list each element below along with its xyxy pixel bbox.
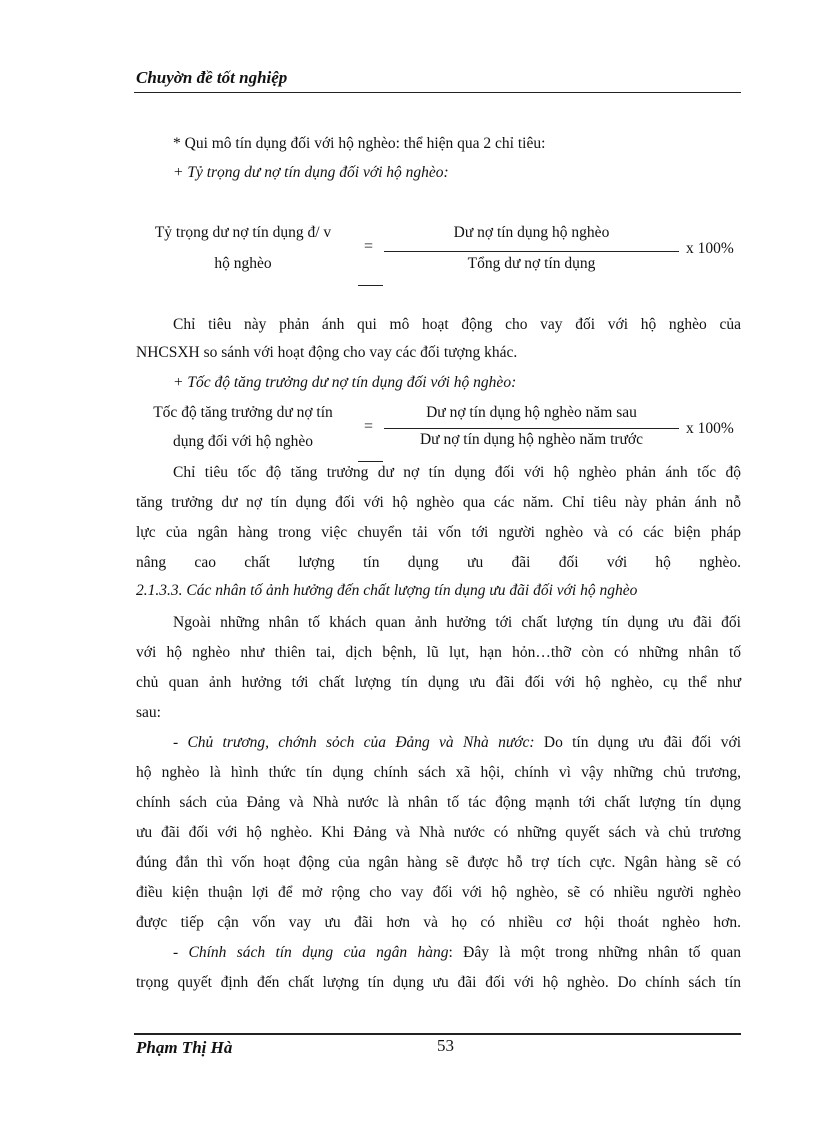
scale-intro: * Qui mô tín dụng đối với hộ nghèo: thể hiện qua 2 chỉ tiêu: <box>173 135 546 152</box>
page-number: 53 <box>437 1036 454 1055</box>
formula2-fraction-bar <box>384 428 679 429</box>
para3-line: với hộ nghèo như thiên tai, dịch bệnh, lũ lụt, hạn hỏn…thỡ còn có những nhân tố <box>136 644 741 661</box>
para5-first-line <box>136 944 741 962</box>
para2-line: Chỉ tiêu tốc độ tăng trưởng dư nợ tín dụng đối với hộ nghèo phản ánh tốc độ <box>173 464 741 481</box>
formula2-denominator: Dư nợ tín dụng hộ nghèo năm trước <box>419 431 644 448</box>
para1-line1: Chỉ tiêu này phản ánh qui mô hoạt động cho vay đối với hộ nghèo của <box>173 316 741 333</box>
footer-rule <box>134 1033 741 1035</box>
para4-line: đúng đắn thì vốn hoạt động của ngân hàng sẽ được hỗ trợ tích cực. Ngân hàng sẽ có <box>136 854 741 871</box>
para3-line: sau: <box>136 704 161 721</box>
formula1-label-line1: Tỷ trọng dư nợ tín dụng đ/ v <box>154 224 332 241</box>
formula2-label-line1: Tốc độ tăng trưởng dư nợ tín <box>153 404 333 421</box>
heading-growth: + Tốc độ tăng trưởng dư nợ tín dụng đối với hộ nghèo: <box>173 374 517 391</box>
para2-line: nâng cao chất lượng tín dụng ưu đãi đối với hộ nghèo. <box>136 554 741 571</box>
formula2-stub-line <box>358 461 383 462</box>
para4-line: hộ nghèo là hình thức tín dụng chính sách xã hội, chính vì vậy những chủ trương, <box>136 764 741 781</box>
para4-line: điều kiện thuận lợi để mở rộng cho vay đối với hộ nghèo, sẽ có nhiều người nghèo <box>136 884 741 901</box>
formula2-multiplier: x 100% <box>686 420 734 437</box>
formula1-label-line2: hộ nghèo <box>214 255 272 272</box>
formula1-stub-line <box>358 285 383 286</box>
para5-first-rest: : Đây là một trong những nhân tố quan <box>448 944 741 961</box>
formula1-denominator: Tổng dư nợ tín dụng <box>467 255 596 272</box>
formula1-equals: = <box>364 238 374 255</box>
header-rule <box>134 92 741 93</box>
formula1-numerator: Dư nợ tín dụng hộ nghèo <box>453 224 610 241</box>
para1-line2: NHCSXH so sánh với hoạt động cho vay các đối tượng khác. <box>136 344 518 361</box>
para4-label: - Chủ trương, chớnh sỏch của Đảng và Nhà nước: <box>173 734 535 751</box>
formula2-label-line2: dụng đối với hộ nghèo <box>173 433 313 450</box>
formula1-multiplier: x 100% <box>686 240 734 257</box>
running-header-title: Chuyờn đề tốt nghiệp <box>136 68 288 87</box>
formula2-equals: = <box>364 418 374 435</box>
para4-line: được tiếp cận vốn vay ưu đãi hơn và họ có nhiều cơ hội thoát nghèo hơn. <box>136 914 741 931</box>
para4-first-line <box>136 734 741 752</box>
para4-first-rest: Do tín dụng ưu đãi đối với <box>534 734 742 751</box>
para3-line: chủ quan ảnh hưởng tới chất lượng tín dụng ưu đãi đối với hộ nghèo, cụ thể như <box>136 674 741 691</box>
heading-ratio: + Tỷ trọng dư nợ tín dụng đối với hộ nghèo: <box>173 164 449 181</box>
para5-label: - Chính sách tín dụng của ngân hàng <box>173 944 449 961</box>
footer-author: Phạm Thị Hà <box>136 1038 233 1057</box>
para4-line: ưu đãi đối với hộ nghèo. Khi Đảng và Nhà nước có những quyết sách và chủ trương <box>136 824 741 841</box>
para2-line: tăng trưởng dư nợ tín dụng đối với hộ nghèo qua các năm. Chỉ tiêu này phản ánh nỗ <box>136 494 741 511</box>
para2-line: lực của ngân hàng trong việc chuyển tải vốn tới người nghèo và có các biện pháp <box>136 524 741 541</box>
formula1-fraction-bar <box>384 251 679 252</box>
section-heading: 2.1.3.3. Các nhân tố ảnh hưởng đến chất lượng tín dụng ưu đãi đối với hộ nghèo <box>136 582 638 599</box>
para4-line: chính sách của Đảng và Nhà nước là nhân tố tác động mạnh tới chất lượng tín dụng <box>136 794 741 811</box>
para3-line: Ngoài những nhân tố khách quan ảnh hưởng tới chất lượng tín dụng ưu đãi đối <box>173 614 741 631</box>
formula2-numerator: Dư nợ tín dụng hộ nghèo năm sau <box>426 404 637 421</box>
para5-line: trọng quyết định đến chất lượng tín dụng ưu đãi đối với hộ nghèo. Do chính sách tín <box>136 974 741 991</box>
